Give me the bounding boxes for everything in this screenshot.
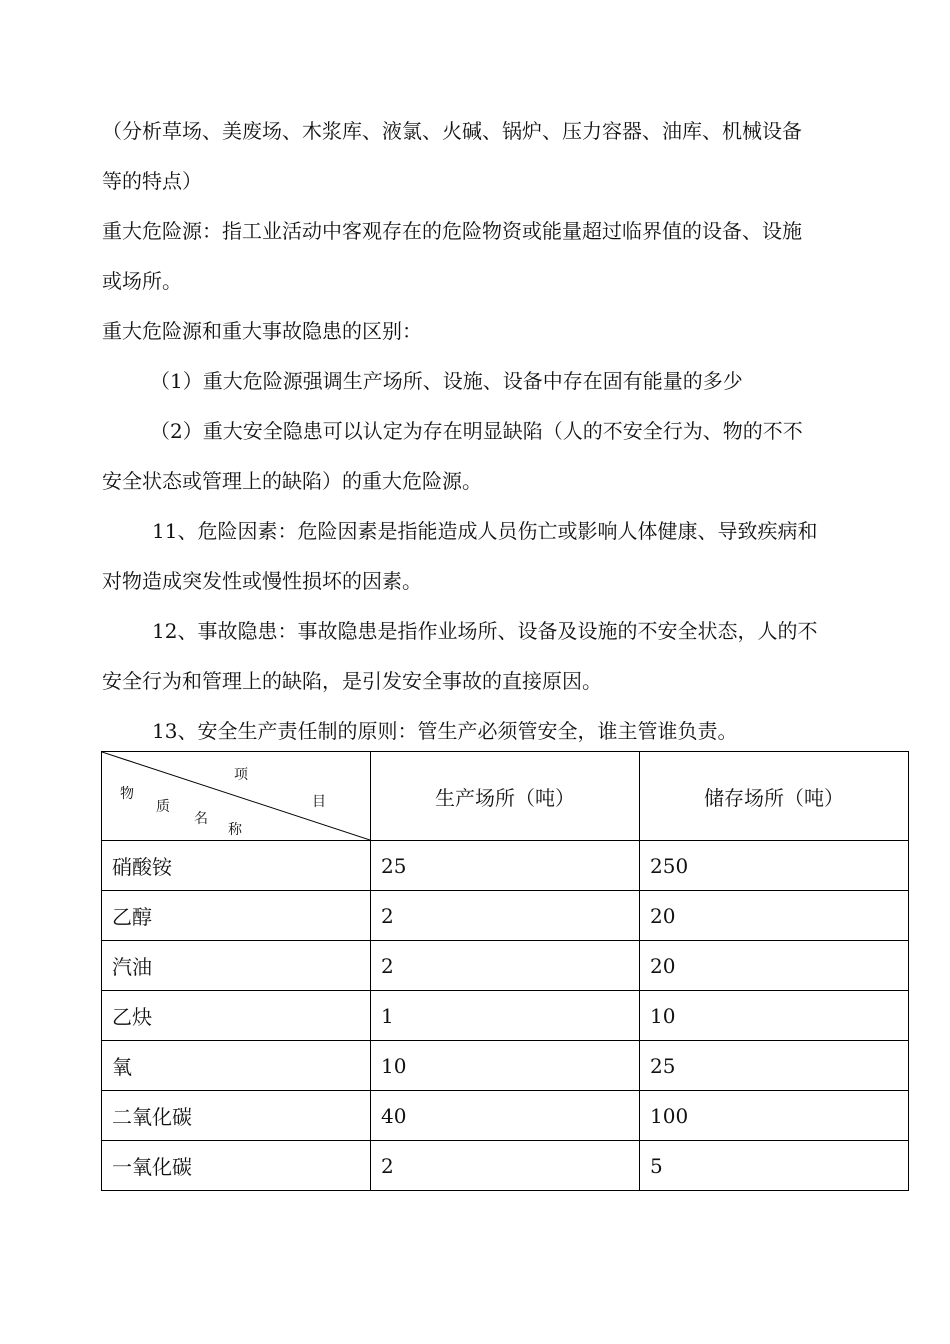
text-line: 13、安全生产责任制的原则：管生产必须管安全，谁主管谁负责。 (152, 719, 738, 743)
paragraph-item-2 (102, 406, 892, 506)
cell-storage: 10 (640, 991, 909, 1041)
diag-label-wu: 物 (120, 786, 134, 802)
text-line: 11、危险因素：危险因素是指能造成人员伤亡或影响人体健康、导致疾病和 (152, 519, 818, 543)
diag-label-zhi: 质 (156, 799, 170, 815)
table-row (102, 1091, 909, 1141)
text-line: 对物造成突发性或慢性损坏的因素。 (102, 569, 422, 593)
cell-storage: 100 (640, 1091, 909, 1141)
table-row (102, 841, 909, 891)
hazard-threshold-table (101, 751, 909, 1191)
cell-production: 25 (371, 841, 640, 891)
cell-substance: 硝酸铵 (102, 841, 371, 891)
paragraph-12-accident-hazards (102, 606, 892, 706)
diagonal-header-cell (102, 752, 371, 841)
table-header-row (102, 752, 909, 841)
cell-substance: 乙醇 (102, 891, 371, 941)
cell-storage: 20 (640, 941, 909, 991)
text-line: 安全行为和管理上的缺陷，是引发安全事故的直接原因。 (102, 669, 602, 693)
cell-substance: 汽油 (102, 941, 371, 991)
text-line: 或场所。 (102, 269, 182, 293)
table-row (102, 1041, 909, 1091)
text-line: （分析草场、美废场、木浆库、液氯、火碱、锅炉、压力容器、油库、机械设备 (102, 119, 802, 143)
cell-production: 2 (371, 941, 640, 991)
paragraph-13-responsibility (102, 706, 892, 756)
paragraph-11-hazard-factors (102, 506, 892, 606)
cell-substance: 二氧化碳 (102, 1091, 371, 1141)
cell-storage: 5 (640, 1141, 909, 1191)
cell-production: 2 (371, 891, 640, 941)
text-line: 重大危险源：指工业活动中客观存在的危险物资或能量超过临界值的设备、设施 (102, 219, 802, 243)
paragraph-major-hazard-definition (102, 206, 892, 306)
table-row (102, 991, 909, 1041)
table-row (102, 1141, 909, 1191)
header-production-site: 生产场所（吨） (371, 752, 640, 841)
text-line: （2）重大安全隐患可以认定为存在明显缺陷（人的不安全行为、物的不不 (150, 419, 803, 443)
text-line: 安全状态或管理上的缺陷）的重大危险源。 (102, 469, 482, 493)
paragraph-analysis (102, 106, 892, 206)
cell-substance: 一氧化碳 (102, 1141, 371, 1191)
paragraph-item-1 (102, 356, 892, 406)
cell-substance: 氧 (102, 1041, 371, 1091)
text-line: 等的特点） (102, 169, 202, 193)
cell-storage: 20 (640, 891, 909, 941)
text-line: 12、事故隐患：事故隐患是指作业场所、设备及设施的不安全状态，人的不 (152, 619, 818, 643)
text-line: 重大危险源和重大事故隐患的区别： (102, 319, 422, 343)
table-row (102, 891, 909, 941)
diag-label-cheng: 称 (228, 822, 242, 838)
cell-production: 40 (371, 1091, 640, 1141)
diag-label-ming: 名 (194, 811, 208, 827)
paragraph-difference-heading (102, 306, 892, 356)
cell-substance: 乙炔 (102, 991, 371, 1041)
cell-production: 10 (371, 1041, 640, 1091)
diag-label-xiang: 项 (234, 767, 248, 783)
cell-production: 1 (371, 991, 640, 1041)
table-row (102, 941, 909, 991)
cell-storage: 25 (640, 1041, 909, 1091)
text-line: （1）重大危险源强调生产场所、设施、设备中存在固有能量的多少 (150, 369, 743, 393)
cell-production: 2 (371, 1141, 640, 1191)
header-storage-site: 储存场所（吨） (640, 752, 909, 841)
cell-storage: 250 (640, 841, 909, 891)
diag-label-mu: 目 (312, 794, 326, 810)
